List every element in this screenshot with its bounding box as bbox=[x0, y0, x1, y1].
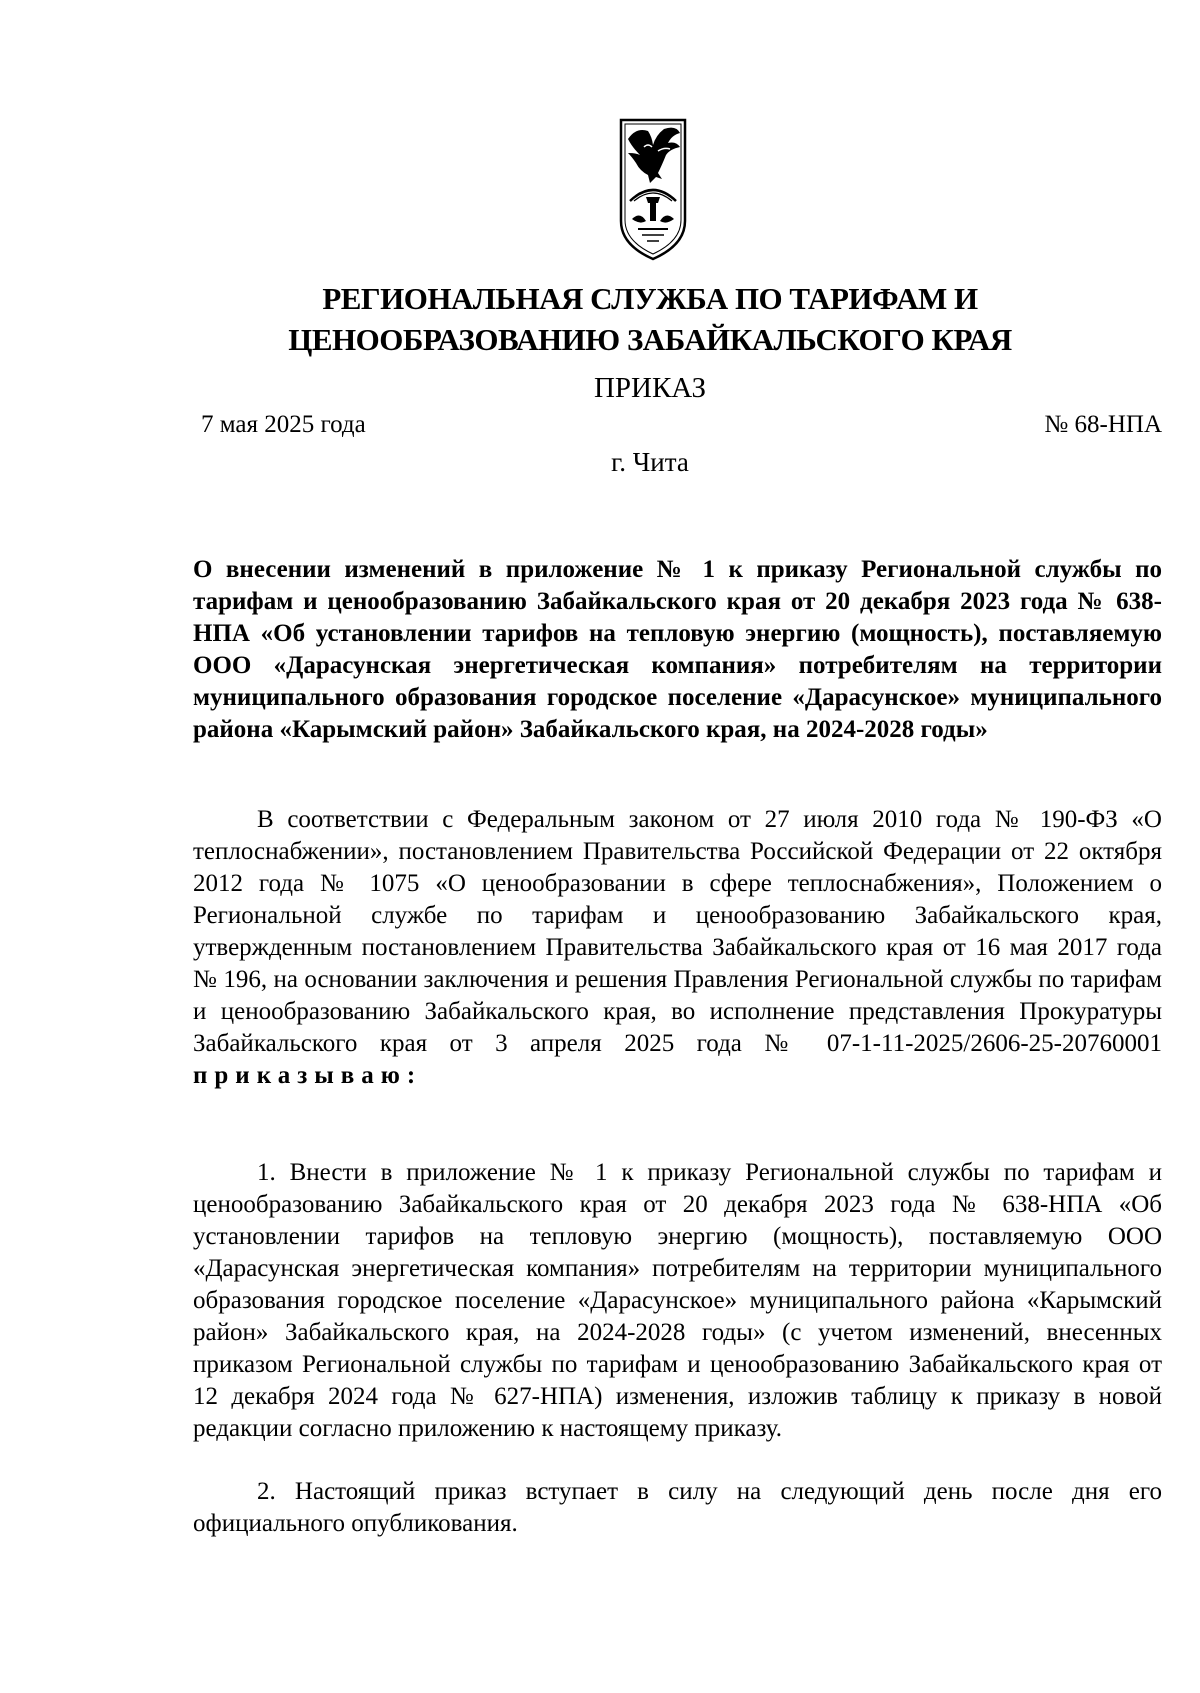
order-item-1-text: 1. Внести в приложение № 1 к приказу Региональной службы по тарифам и ценообразованию Забайкальского края от 20 декабря 2023 года № 638-НПА «Об установлении тарифов на тепловую энергию (мощность), поставляемую ООО «Дарасунская энергетическая компания» потребителям на территории муниципального образования городское поселение «Дарасунское» муниципального района «Карымский район» Забайкальского края, на 2024-2028 годы» (с учетом изменений, внесенных приказом Региональной службы по тарифам и ценообразованию Забайкальского края от 12 декабря 2024 года № 627-НПА) изменения, изложив таблицу к приказу в новой редакции согласно приложению к настоящему приказу. bbox=[193, 1159, 1162, 1442]
order-item-2-text: 2. Настоящий приказ вступает в силу на следующий день после дня его официального опубликования. bbox=[193, 1478, 1162, 1537]
organization-title-line-1: РЕГИОНАЛЬНАЯ СЛУЖБА ПО ТАРИФАМ И bbox=[322, 281, 978, 316]
document-type: ПРИКАЗ bbox=[593, 372, 707, 404]
order-word: приказываю: bbox=[193, 1062, 423, 1089]
organization-title-line-2: ЦЕНООБРАЗОВАНИЮ ЗАБАЙКАЛЬСКОГО КРАЯ bbox=[288, 322, 1012, 357]
coat-of-arms-icon bbox=[618, 117, 688, 261]
order-item-1 bbox=[193, 1157, 1162, 1445]
document-subject: О внесении изменений в приложение № 1 к приказу Региональной службы по тарифам и ценообразованию Забайкальского края от 20 декабря 2023 года № 638-НПА «Об установлении тарифов на тепловую энергию (мощность), поставляемую ООО «Дарасунская энергетическая компания» потребителям на территории муниципального образования городское поселение «Дарасунское» муниципального района «Карымский район» Забайкальского края, на 2024-2028 годы» bbox=[193, 556, 1162, 743]
order-item-2 bbox=[193, 1476, 1162, 1540]
document-city: г. Чита bbox=[611, 447, 689, 477]
document-date: 7 мая 2025 года bbox=[201, 411, 366, 438]
preamble-text: В соответствии с Федеральным законом от 27 июля 2010 года № 190-ФЗ «О теплоснабжении», постановлением Правительства Российской Федерации от 22 октября 2012 года № 1075 «О ценообразовании в сфере теплоснабжения», Положением о Региональной службе по тарифам и ценообразованию Забайкальского края, утвержденным постановлением Правительства Забайкальского края от 16 мая 2017 года № 196, на основании заключения и решения Правления Региональной службы по тарифам и ценообразованию Забайкальского края, во исполнение представления Прокуратуры Забайкальского края от 3 апреля 2025 года № 07-1-11-2025/2606-25-20760001 bbox=[193, 806, 1162, 1057]
preamble-paragraph bbox=[193, 804, 1162, 1092]
organization-title bbox=[240, 278, 1060, 360]
document-number: № 68-НПА bbox=[1044, 411, 1162, 438]
